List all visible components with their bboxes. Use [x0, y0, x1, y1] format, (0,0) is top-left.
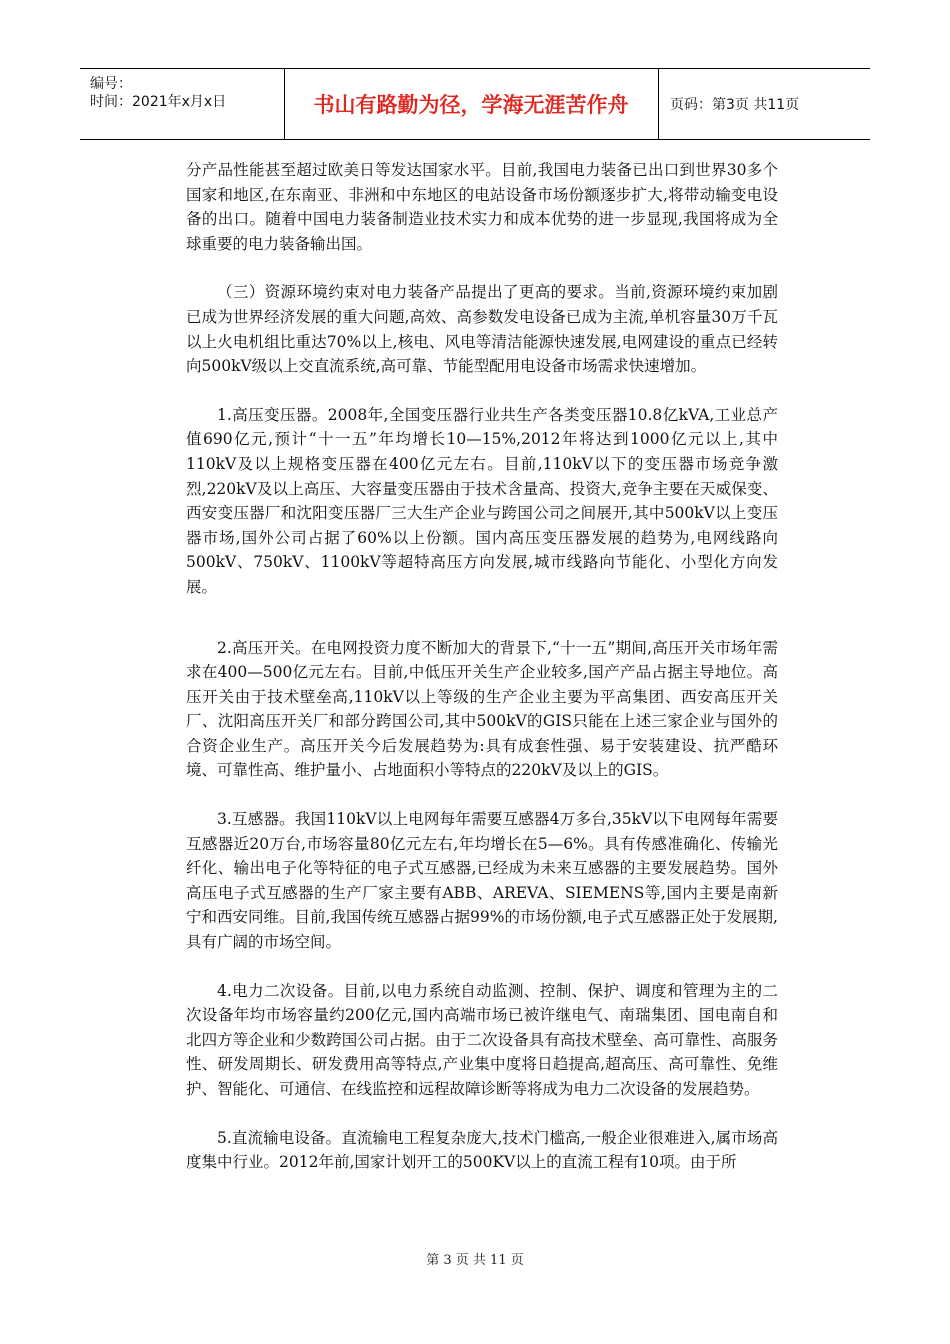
- page-header: [80, 68, 870, 140]
- paragraph-switchgear: 2.高压开关。在电网投资力度不断加大的背景下,“十一五”期间,高压开关市场年需求在400—500亿元左右。目前,中低压开关生产企业较多,国产产品占据主导地位。高压开关由于技术壁垒高,110kV以上等级的生产企业主要为平高集团、西安高压开关厂、沈阳高压开关厂和部分跨国公司,其中500kV的GIS只能在上述三家企业与国外的合资企业生产。高压开关今后发展趋势为:具有成套性强、易于安装建设、抗严酷环境、可靠性高、维护量小、占地面积小等特点的220kV及以上的GIS。: [186, 638, 778, 780]
- header-page-info: 页码：第3页 共11页: [670, 97, 800, 113]
- paragraph-intro-continued: 分产品性能甚至超过欧美日等发达国家水平。目前,我国电力装备已出口到世界30多个国家和地区,在东南亚、非洲和中东地区的电站设备市场份额逐步扩大,将带动输变电设备的出口。随着中国电力装备制造业技术实力和成本优势的进一步显现,我国将成为全球重要的电力装备输出国。: [186, 161, 778, 253]
- header-meta: [80, 69, 285, 139]
- document-date: 时间：2021年x月x日: [90, 94, 227, 110]
- paragraph-dc-transmission: 5.直流输电设备。直流输电工程复杂庞大,技术门槛高,一般企业很难进入,属市场高度集中行业。2012年前,国家计划开工的500KV以上的直流工程有10项。由于所: [186, 1128, 778, 1172]
- paragraph-secondary-equipment: 4.电力二次设备。目前,以电力系统自动监测、控制、保护、调度和管理为主的二次设备年均市场容量约200亿元,国内高端市场已被许继电气、南瑞集团、国电南自和北四方等企业和少数跨国公司占据。由于二次设备具有高技术壁垒、高可靠性、高服务性、研发周期长、研发费用高等特点,产业集中度将日趋提高,超高压、高可靠性、免维护、智能化、可通信、在线监控和远程故障诊断等将成为电力二次设备的发展趋势。: [186, 981, 778, 1098]
- header-slogan: 书山有路勤为径，学海无涯苦作舟: [284, 69, 659, 139]
- paragraph-section-three: （三）资源环境约束对电力装备产品提出了更高的要求。当前,资源环境约束加剧已成为世界经济发展的重大问题,高效、高参数发电设备已成为主流,单机容量30万千瓦以上火电机组比重达70%以上,核电、风电等清洁能源快速发展,电网建设的重点已经转向500kV级以上交直流系统,高可靠、节能型配用电设备市场需求快速增加。: [186, 283, 778, 376]
- document-number: 编号：: [90, 76, 132, 92]
- page-footer: 第 3 页 共 11 页: [426, 1253, 524, 1268]
- document-body: [186, 158, 778, 1175]
- paragraph-instrument-transformers: 3.互感器。我国110kV以上电网每年需要互感器4万多台,35kV以下电网每年需要互感器近20万台,市场容量80亿元左右,年均增长在5—6%。具有传感准确化、传输光纤化、输出电子化等特征的电子式互感器,已经成为未来互感器的主要发展趋势。国外高压电子式互感器的生产厂家主要有ABB、AREVA、SIEMENS等,国内主要是南新宁和西安同维。目前,我国传统互感器占据99%的市场份额,电子式互感器正处于发展期,具有广阔的市场空间。: [186, 810, 778, 952]
- paragraph-transformers: 1.高压变压器。2008年,全国变压器行业共生产各类变压器10.8亿kVA,工业总产值690亿元,预计“十一五”年均增长10—15%,2012年将达到1000亿元以上,其中110kV及以上规格变压器在400亿元左右。目前,110kV以下的变压器市场竞争激烈,220kV及以上高压、大容量变压器由于技术含量高、投资大,竞争主要在天威保变、西安变压器厂和沈阳变压器厂三大生产企业与跨国公司之间展开,其中500kV以上变压器市场,国外公司占据了60%以上份额。国内高压变压器发展的趋势为,电网线路向500kV、750kV、1100kV等超特高压方向发展,城市线路向节能化、小型化方向发展。: [186, 405, 778, 596]
